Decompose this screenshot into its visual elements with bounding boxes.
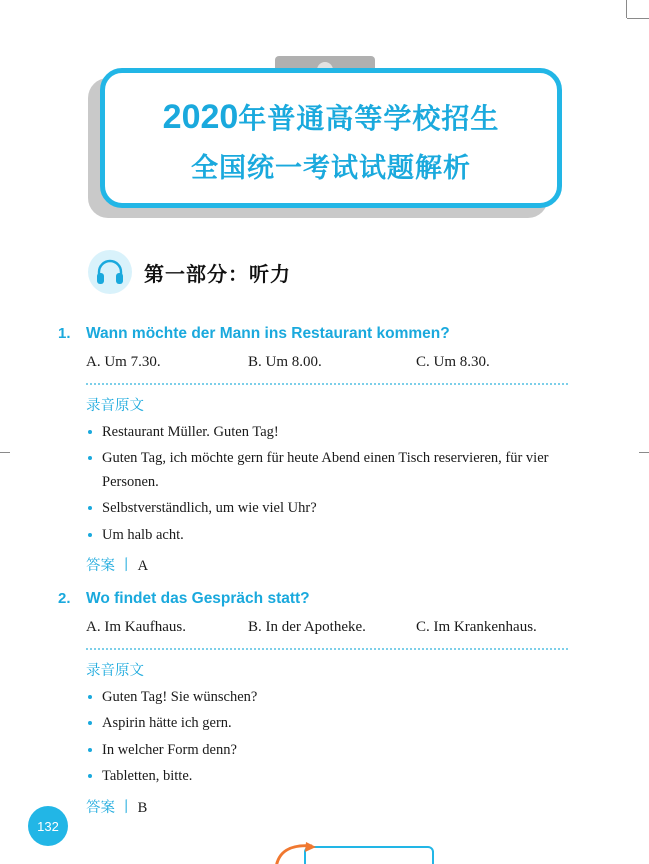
question-number: 1. (58, 325, 71, 342)
section-title: 第一部分：听力 (144, 263, 291, 286)
title-banner (88, 48, 562, 220)
option-a[interactable]: A. Im Kaufhaus. (86, 619, 186, 635)
option-b[interactable]: B. Um 8.00. (248, 354, 322, 370)
crop-mark-left-mid (0, 452, 10, 453)
question-prompt: Wo findet das Gespräch statt? (86, 590, 310, 607)
question-heading (58, 590, 568, 608)
list-item: Guten Tag! Sie wünschen? (86, 686, 568, 709)
script-lines (86, 421, 568, 547)
list-item: Aspirin hätte ich gern. (86, 712, 568, 735)
list-item: Guten Tag, ich möchte gern für heute Abend einen Tisch reservieren, für vier Personen. (86, 447, 568, 494)
banner-frame (100, 68, 562, 208)
option-b[interactable]: B. In der Apotheke. (248, 619, 366, 635)
answer-label: 答案 (86, 558, 115, 575)
banner-year: 2020 (162, 98, 239, 136)
banner-title-rest: 年普通高等学校招生 (238, 103, 500, 134)
list-item: Selbstverständlich, um wie viel Uhr? (86, 497, 568, 520)
question-number: 2. (58, 590, 71, 607)
option-list (86, 354, 568, 371)
banner-title-line-1 (105, 97, 557, 137)
answer-value: A (137, 558, 149, 575)
answer-value: B (137, 799, 148, 816)
option-c[interactable]: C. Um 8.30. (416, 354, 490, 370)
option-c[interactable]: C. Im Krankenhaus. (416, 619, 537, 635)
question-block-1 (58, 325, 568, 575)
crop-mark-top-right-h (627, 18, 649, 19)
question-heading (58, 325, 568, 343)
list-item: Um halb acht. (86, 524, 568, 547)
script-label: 录音原文 (86, 663, 144, 679)
answer-row (86, 796, 568, 817)
answer-row (86, 554, 568, 575)
script-label: 录音原文 (86, 398, 144, 414)
list-item: Tabletten, bitte. (86, 765, 568, 788)
deco-box (304, 846, 434, 864)
section-header (88, 250, 291, 294)
option-a[interactable]: A. Um 7.30. (86, 354, 161, 370)
crop-mark-right-mid (639, 452, 649, 453)
script-lines (86, 686, 568, 789)
arrow-icon (272, 842, 316, 864)
divider-dotted (86, 648, 568, 650)
page-number: 132 (28, 806, 68, 846)
question-block-2 (58, 590, 568, 817)
divider-dotted (86, 383, 568, 385)
list-item: Restaurant Müller. Guten Tag! (86, 421, 568, 444)
crop-mark-top-right (626, 0, 627, 18)
answer-label: 答案 (86, 799, 115, 816)
question-prompt: Wann möchte der Mann ins Restaurant kommen? (86, 325, 450, 342)
bottom-decoration (272, 836, 437, 864)
banner-title-line-2: 全国统一考试试题解析 (191, 153, 471, 183)
answer-separator: 丨 (119, 799, 134, 816)
headphones-icon (88, 250, 132, 294)
answer-separator: 丨 (119, 558, 134, 575)
option-list (86, 619, 568, 636)
list-item: In welcher Form denn? (86, 739, 568, 762)
